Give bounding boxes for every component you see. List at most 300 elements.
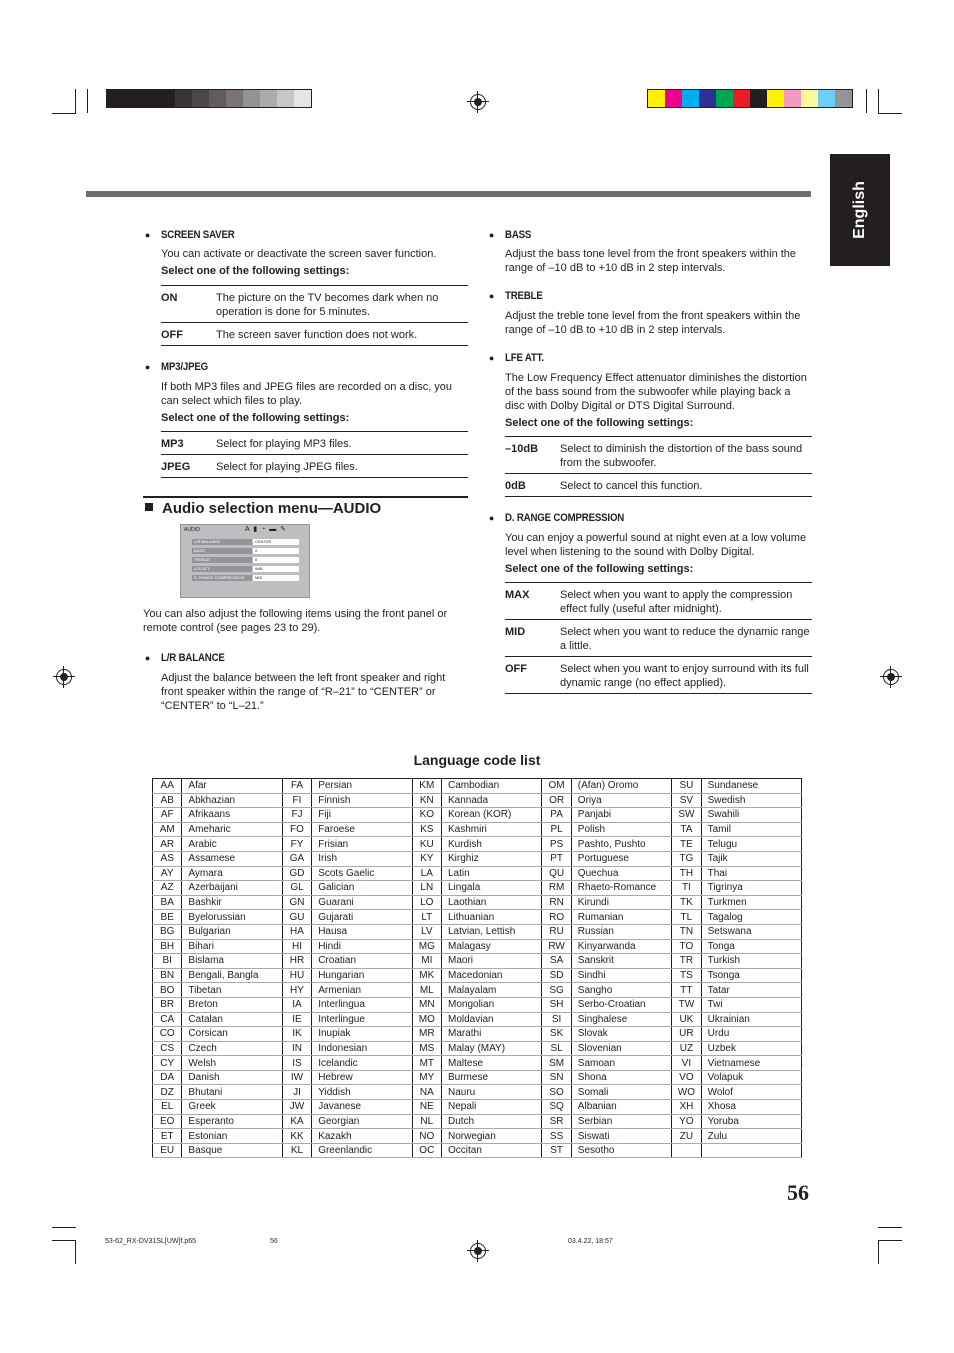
language-code-cell: EO <box>153 1114 182 1129</box>
language-code-cell: DA <box>153 1070 182 1085</box>
language-name-cell: Interlingua <box>312 997 412 1012</box>
crop-mark <box>878 89 879 113</box>
color-swatch <box>141 90 158 107</box>
language-code-cell: ET <box>153 1129 182 1144</box>
language-name-cell: Sangho <box>571 983 671 998</box>
language-name-cell: Greenlandic <box>312 1143 412 1158</box>
option-row: ON The picture on the TV becomes dark when no operation is done for 5 minutes. <box>161 292 439 318</box>
language-code-cell: VI <box>672 1056 701 1071</box>
language-code-cell: AB <box>153 793 182 808</box>
color-swatch <box>124 90 141 107</box>
language-name-cell: Maltese <box>442 1056 542 1071</box>
language-code-cell: SI <box>542 1012 571 1027</box>
language-code-cell: SL <box>542 1041 571 1056</box>
language-code-cell: GL <box>282 881 311 896</box>
table-row <box>153 895 802 910</box>
language-name-cell: Urdu <box>701 1027 801 1042</box>
language-code-cell: TW <box>672 997 701 1012</box>
language-code-cell: TG <box>672 851 701 866</box>
table-row <box>153 1012 802 1027</box>
language-code-cell: SQ <box>542 1100 571 1115</box>
language-name-cell: Azerbaijani <box>182 881 282 896</box>
language-code-cell: SO <box>542 1085 571 1100</box>
language-name-cell: Gujarati <box>312 910 412 925</box>
language-name-cell: Sesotho <box>571 1143 671 1158</box>
language-name-cell: Afrikaans <box>182 808 282 823</box>
crop-mark <box>878 1240 879 1264</box>
language-name-cell: Dutch <box>442 1114 542 1129</box>
footer-file: 53-62_RX-DV31SL[UW]f.p65 <box>105 1238 197 1245</box>
language-name-cell: Fiji <box>312 808 412 823</box>
header-rule <box>86 191 811 197</box>
color-swatch <box>158 90 175 107</box>
crop-mark <box>878 1240 902 1241</box>
language-name-cell: Latvian, Lettish <box>442 924 542 939</box>
language-code-cell: DZ <box>153 1085 182 1100</box>
language-code-title: Language code list <box>413 752 541 768</box>
color-swatch <box>784 90 801 107</box>
language-code-cell: GD <box>282 866 311 881</box>
language-name-cell: Yiddish <box>312 1085 412 1100</box>
language-name-cell: Tsonga <box>701 968 801 983</box>
color-swatch <box>209 90 226 107</box>
mp3jpeg-select: Select one of the following settings: <box>161 412 350 424</box>
drc-options <box>505 582 812 694</box>
language-name-cell: Assamese <box>182 851 282 866</box>
option-row: JPEG Select for playing JPEG files. <box>161 455 468 478</box>
drc-select: Select one of the following settings: <box>505 563 694 575</box>
language-code-cell: SR <box>542 1114 571 1129</box>
language-name-cell: Xhosa <box>701 1100 801 1115</box>
language-name-cell: Latin <box>442 866 542 881</box>
drc-heading: ● D. RANGE COMPRESSION <box>505 511 775 525</box>
language-code-cell: MT <box>412 1056 441 1071</box>
lfe-heading: ● LFE ATT. <box>505 351 775 365</box>
language-name-cell: Macedonian <box>442 968 542 983</box>
language-code-cell: IE <box>282 1012 311 1027</box>
language-code-cell: AY <box>153 866 182 881</box>
language-code-cell <box>672 1143 701 1158</box>
color-swatch <box>750 90 767 107</box>
screen-saver-options <box>161 285 468 346</box>
language-name-cell: Swahili <box>701 808 801 823</box>
mp3jpeg-heading: ● MP3/JPEG <box>161 360 431 374</box>
language-name-cell: Turkish <box>701 954 801 969</box>
language-code-cell: SK <box>542 1027 571 1042</box>
language-name-cell: Burmese <box>442 1070 542 1085</box>
language-name-cell: Setswana <box>701 924 801 939</box>
option-row: MAX Select when you want to apply the compression effect fully (useful after midnight). <box>505 589 793 615</box>
language-code-cell: PA <box>542 808 571 823</box>
language-name-cell: Tagalog <box>701 910 801 925</box>
language-name-cell: Slovak <box>571 1027 671 1042</box>
language-code-cell: YO <box>672 1114 701 1129</box>
language-code-cell: KL <box>282 1143 311 1158</box>
language-name-cell: Finnish <box>312 793 412 808</box>
language-name-cell: Kazakh <box>312 1129 412 1144</box>
left-column-lower <box>143 607 468 713</box>
drc-body: You can enjoy a powerful sound at night even at a low volume level when listening to the sound with Dolby Digital. <box>505 532 807 558</box>
language-name-cell: Vietnamese <box>701 1056 801 1071</box>
language-code-cell: MS <box>412 1041 441 1056</box>
color-swatch <box>801 90 818 107</box>
language-code-cell: MI <box>412 954 441 969</box>
language-code-cell: KN <box>412 793 441 808</box>
language-name-cell: Inupiak <box>312 1027 412 1042</box>
mp3jpeg-options <box>161 431 468 478</box>
language-name-cell: Lithuanian <box>442 910 542 925</box>
language-code-cell: BA <box>153 895 182 910</box>
table-row <box>153 997 802 1012</box>
language-code-cell: EL <box>153 1100 182 1115</box>
language-name-cell: Marathi <box>442 1027 542 1042</box>
bass-heading: ● BASS <box>505 228 775 242</box>
language-code-cell: SH <box>542 997 571 1012</box>
language-code-cell: FO <box>282 822 311 837</box>
language-code-cell: BR <box>153 997 182 1012</box>
table-row <box>153 924 802 939</box>
language-name-cell: Indonesian <box>312 1041 412 1056</box>
language-code-cell: MK <box>412 968 441 983</box>
table-row <box>153 1143 802 1158</box>
audio-menu-screen: AUDIO A ▮ ◔ ▬ ✎ L/R BALANCE CENTER BASS 0 TREBLE 0 LFE ATT. 0dB D. RANGE COMPRESSION MID <box>180 524 310 598</box>
language-name-cell: Polish <box>571 822 671 837</box>
language-code-cell: TO <box>672 939 701 954</box>
language-code-cell: KO <box>412 808 441 823</box>
language-code-cell: ST <box>542 1143 571 1158</box>
language-code-cell: XH <box>672 1100 701 1115</box>
language-code-cell: SV <box>672 793 701 808</box>
registration-target-icon <box>883 669 899 685</box>
language-code-cell: TE <box>672 837 701 852</box>
language-name-cell: Scots Gaelic <box>312 866 412 881</box>
registration-target-icon <box>56 669 72 685</box>
language-name-cell: Hausa <box>312 924 412 939</box>
language-name-cell: Rhaeto-Romance <box>571 881 671 896</box>
language-name-cell: Bislama <box>182 954 282 969</box>
language-name-cell: Kirundi <box>571 895 671 910</box>
crop-mark <box>878 1227 902 1228</box>
language-code-cell: JW <box>282 1100 311 1115</box>
language-code-cell: SD <box>542 968 571 983</box>
color-swatch <box>243 90 260 107</box>
color-swatch <box>716 90 733 107</box>
treble-body: Adjust the treble tone level from the front speakers within the range of –10 dB to +10 dB in 2 step intervals. <box>505 310 801 336</box>
language-name-cell: Afar <box>182 779 282 794</box>
language-code-cell: AS <box>153 851 182 866</box>
language-code-cell: SS <box>542 1129 571 1144</box>
language-name-cell: Bengali, Bangla <box>182 968 282 983</box>
color-swatch <box>665 90 682 107</box>
language-code-cell: ML <box>412 983 441 998</box>
table-row <box>153 910 802 925</box>
language-code-cell: KA <box>282 1114 311 1129</box>
osd-menu-icons: A ▮ ◔ ▬ ✎ <box>245 526 288 533</box>
color-swatch <box>226 90 243 107</box>
language-name-cell: Georgian <box>312 1114 412 1129</box>
language-name-cell: Moldavian <box>442 1012 542 1027</box>
language-name-cell: Malay (MAY) <box>442 1041 542 1056</box>
language-name-cell: Welsh <box>182 1056 282 1071</box>
language-name-cell: Somali <box>571 1085 671 1100</box>
table-row <box>153 1041 802 1056</box>
language-code-cell: LT <box>412 910 441 925</box>
language-name-cell: Malagasy <box>442 939 542 954</box>
screen-saver-select: Select one of the following settings: <box>161 265 350 277</box>
language-name-cell: Kurdish <box>442 837 542 852</box>
language-code-cell: NE <box>412 1100 441 1115</box>
square-bullet-icon <box>145 503 153 511</box>
language-code-cell: CY <box>153 1056 182 1071</box>
crop-mark <box>87 89 88 113</box>
language-code-cell: QU <box>542 866 571 881</box>
language-name-cell: Bashkir <box>182 895 282 910</box>
language-code-cell: FI <box>282 793 311 808</box>
language-name-cell: Volapuk <box>701 1070 801 1085</box>
treble-heading: ● TREBLE <box>505 289 775 303</box>
language-name-cell: Turkmen <box>701 895 801 910</box>
language-name-cell: Frisian <box>312 837 412 852</box>
left-column <box>143 228 468 478</box>
table-row <box>153 1114 802 1129</box>
option-row: MP3 Select for playing MP3 files. <box>161 438 352 450</box>
table-row <box>153 866 802 881</box>
option-row: 0dB Select to cancel this function. <box>505 474 812 497</box>
language-name-cell: Korean (KOR) <box>442 808 542 823</box>
language-name-cell: Albanian <box>571 1100 671 1115</box>
language-code-cell: TR <box>672 954 701 969</box>
language-name-cell: Maori <box>442 954 542 969</box>
language-code-cell: MN <box>412 997 441 1012</box>
language-name-cell: Basque <box>182 1143 282 1158</box>
language-code-cell: TS <box>672 968 701 983</box>
language-name-cell: Sundanese <box>701 779 801 794</box>
color-swatch <box>648 90 665 107</box>
language-code-cell: IA <box>282 997 311 1012</box>
language-code-cell: AR <box>153 837 182 852</box>
language-name-cell: Rumanian <box>571 910 671 925</box>
language-name-cell: Slovenian <box>571 1041 671 1056</box>
language-code-cell: BH <box>153 939 182 954</box>
language-name-cell: Swedish <box>701 793 801 808</box>
language-name-cell: Bulgarian <box>182 924 282 939</box>
language-name-cell: Quechua <box>571 866 671 881</box>
crop-mark <box>878 113 902 114</box>
footer-date: 03.4.22, 18:57 <box>568 1238 613 1245</box>
language-code-cell: IK <box>282 1027 311 1042</box>
language-name-cell: Kannada <box>442 793 542 808</box>
audio-section-title: Audio selection menu—AUDIO <box>143 496 468 517</box>
language-code-cell: MY <box>412 1070 441 1085</box>
language-name-cell: Byelorussian <box>182 910 282 925</box>
language-name-cell: Thai <box>701 866 801 881</box>
language-name-cell: Catalan <box>182 1012 282 1027</box>
language-code-cell: CA <box>153 1012 182 1027</box>
crop-mark <box>52 1227 76 1228</box>
language-code-cell: RW <box>542 939 571 954</box>
footer-page: 56 <box>270 1238 278 1245</box>
language-name-cell: Samoan <box>571 1056 671 1071</box>
language-name-cell: Aymara <box>182 866 282 881</box>
language-code-cell: BI <box>153 954 182 969</box>
language-code-cell: MG <box>412 939 441 954</box>
language-code-cell: PL <box>542 822 571 837</box>
language-name-cell: Interlingue <box>312 1012 412 1027</box>
language-name-cell: Russian <box>571 924 671 939</box>
language-code-cell: CO <box>153 1027 182 1042</box>
language-code-cell: BG <box>153 924 182 939</box>
crop-mark <box>52 113 76 114</box>
lfe-options <box>505 436 812 497</box>
language-name-cell: Esperanto <box>182 1114 282 1129</box>
language-code-cell: TK <box>672 895 701 910</box>
language-name-cell: Ukrainian <box>701 1012 801 1027</box>
lfe-select: Select one of the following settings: <box>505 417 694 429</box>
page-number: 56 <box>787 1180 809 1205</box>
language-name-cell: Tigrinya <box>701 881 801 896</box>
language-code-cell: AZ <box>153 881 182 896</box>
language-name-cell: Czech <box>182 1041 282 1056</box>
table-row <box>153 1100 802 1115</box>
language-code-cell: NO <box>412 1129 441 1144</box>
lr-balance-body: Adjust the balance between the left front speaker and right front speaker within the range of “R–21” to “CENTER” or “CENTER” to “L–21.” <box>161 672 446 712</box>
language-code-cell: SU <box>672 779 701 794</box>
language-code-cell: GU <box>282 910 311 925</box>
color-swatch <box>733 90 750 107</box>
color-swatch <box>260 90 277 107</box>
language-name-cell: Faroese <box>312 822 412 837</box>
language-code-cell: TN <box>672 924 701 939</box>
language-name-cell: Hungarian <box>312 968 412 983</box>
color-swatch <box>699 90 716 107</box>
language-code-table <box>152 778 802 1158</box>
language-code-cell: KS <box>412 822 441 837</box>
table-row <box>153 881 802 896</box>
language-code-cell: KM <box>412 779 441 794</box>
language-code-cell: IW <box>282 1070 311 1085</box>
language-name-cell: Armenian <box>312 983 412 998</box>
language-name-cell: Ameharic <box>182 822 282 837</box>
language-name-cell: Bhutani <box>182 1085 282 1100</box>
language-name-cell: Kinyarwanda <box>571 939 671 954</box>
color-swatch <box>682 90 699 107</box>
language-code-cell: TL <box>672 910 701 925</box>
language-name-cell: Zulu <box>701 1129 801 1144</box>
language-code-cell: AA <box>153 779 182 794</box>
language-code-cell: SA <box>542 954 571 969</box>
language-code-cell: MO <box>412 1012 441 1027</box>
language-name-cell: Guarani <box>312 895 412 910</box>
language-code-cell: HI <box>282 939 311 954</box>
language-name-cell: (Afan) Oromo <box>571 779 671 794</box>
language-name-cell: Lingala <box>442 881 542 896</box>
language-code-cell: OM <box>542 779 571 794</box>
language-name-cell: Hebrew <box>312 1070 412 1085</box>
color-swatch <box>192 90 209 107</box>
crop-mark <box>75 1240 76 1264</box>
bass-body: Adjust the bass tone level from the front speakers within the range of –10 dB to +10 dB in 2 step intervals. <box>505 248 797 274</box>
language-name-cell: Tatar <box>701 983 801 998</box>
language-name-cell: Sanskrit <box>571 954 671 969</box>
registration-target-icon <box>470 1243 486 1259</box>
option-row: OFF Select when you want to enjoy surround with its full dynamic range (no effect applied). <box>505 657 812 694</box>
language-code-cell: LV <box>412 924 441 939</box>
language-name-cell: Tonga <box>701 939 801 954</box>
option-row: MID Select when you want to reduce the dynamic range a little. <box>505 620 812 657</box>
registration-target-icon <box>470 94 486 110</box>
language-name-cell: Galician <box>312 881 412 896</box>
language-name-cell: Wolof <box>701 1085 801 1100</box>
language-code-cell: KK <box>282 1129 311 1144</box>
language-name-cell: Tibetan <box>182 983 282 998</box>
language-code-cell: BN <box>153 968 182 983</box>
language-code-cell: UK <box>672 1012 701 1027</box>
screen-saver-body: You can activate or deactivate the screen saver function. <box>161 248 437 260</box>
table-row <box>153 968 802 983</box>
lfe-body: The Low Frequency Effect attenuator diminishes the distortion of the bass sound from the subwoofer while playing back a disc with Dolby Digital or DTS Digital Surround. <box>505 372 807 412</box>
language-code-cell: OR <box>542 793 571 808</box>
language-code-cell: KY <box>412 851 441 866</box>
language-name-cell: Cambodian <box>442 779 542 794</box>
language-code-cell: IS <box>282 1056 311 1071</box>
color-swatch <box>277 90 294 107</box>
table-row <box>153 793 802 808</box>
crop-mark <box>75 89 76 113</box>
language-name-cell: Greek <box>182 1100 282 1115</box>
language-code-cell: PT <box>542 851 571 866</box>
language-name-cell: Kashmiri <box>442 822 542 837</box>
language-code-cell: FA <box>282 779 311 794</box>
color-swatch <box>107 90 124 107</box>
color-bar-left <box>106 89 312 108</box>
table-row <box>153 851 802 866</box>
language-code-cell: SN <box>542 1070 571 1085</box>
language-code-cell: KU <box>412 837 441 852</box>
table-row <box>153 954 802 969</box>
language-name-cell: Shona <box>571 1070 671 1085</box>
language-name-cell: Bihari <box>182 939 282 954</box>
table-row <box>153 1070 802 1085</box>
language-code-cell: TI <box>672 881 701 896</box>
language-name-cell: Malayalam <box>442 983 542 998</box>
language-name-cell: Kirghiz <box>442 851 542 866</box>
language-code-cell: HR <box>282 954 311 969</box>
language-name-cell: Hindi <box>312 939 412 954</box>
language-code-cell: RU <box>542 924 571 939</box>
language-code-cell: AM <box>153 822 182 837</box>
language-code-cell: GA <box>282 851 311 866</box>
language-code-cell: SM <box>542 1056 571 1071</box>
language-name-cell: Nauru <box>442 1085 542 1100</box>
language-name-cell: Serbo-Croatian <box>571 997 671 1012</box>
language-code-cell: UZ <box>672 1041 701 1056</box>
osd-title: AUDIO <box>184 527 200 533</box>
language-code-cell: BE <box>153 910 182 925</box>
right-column <box>487 228 812 694</box>
language-code-cell: SG <box>542 983 571 998</box>
language-code-cell: IN <box>282 1041 311 1056</box>
language-code-cell: BO <box>153 983 182 998</box>
language-name-cell: Corsican <box>182 1027 282 1042</box>
language-code-cell: SW <box>672 808 701 823</box>
language-name-cell: Panjabi <box>571 808 671 823</box>
option-row: OFF The screen saver function does not work. <box>161 323 468 346</box>
table-row <box>153 1085 802 1100</box>
table-row <box>153 837 802 852</box>
language-name-cell: Persian <box>312 779 412 794</box>
table-row <box>153 939 802 954</box>
language-name-cell: Siswati <box>571 1129 671 1144</box>
